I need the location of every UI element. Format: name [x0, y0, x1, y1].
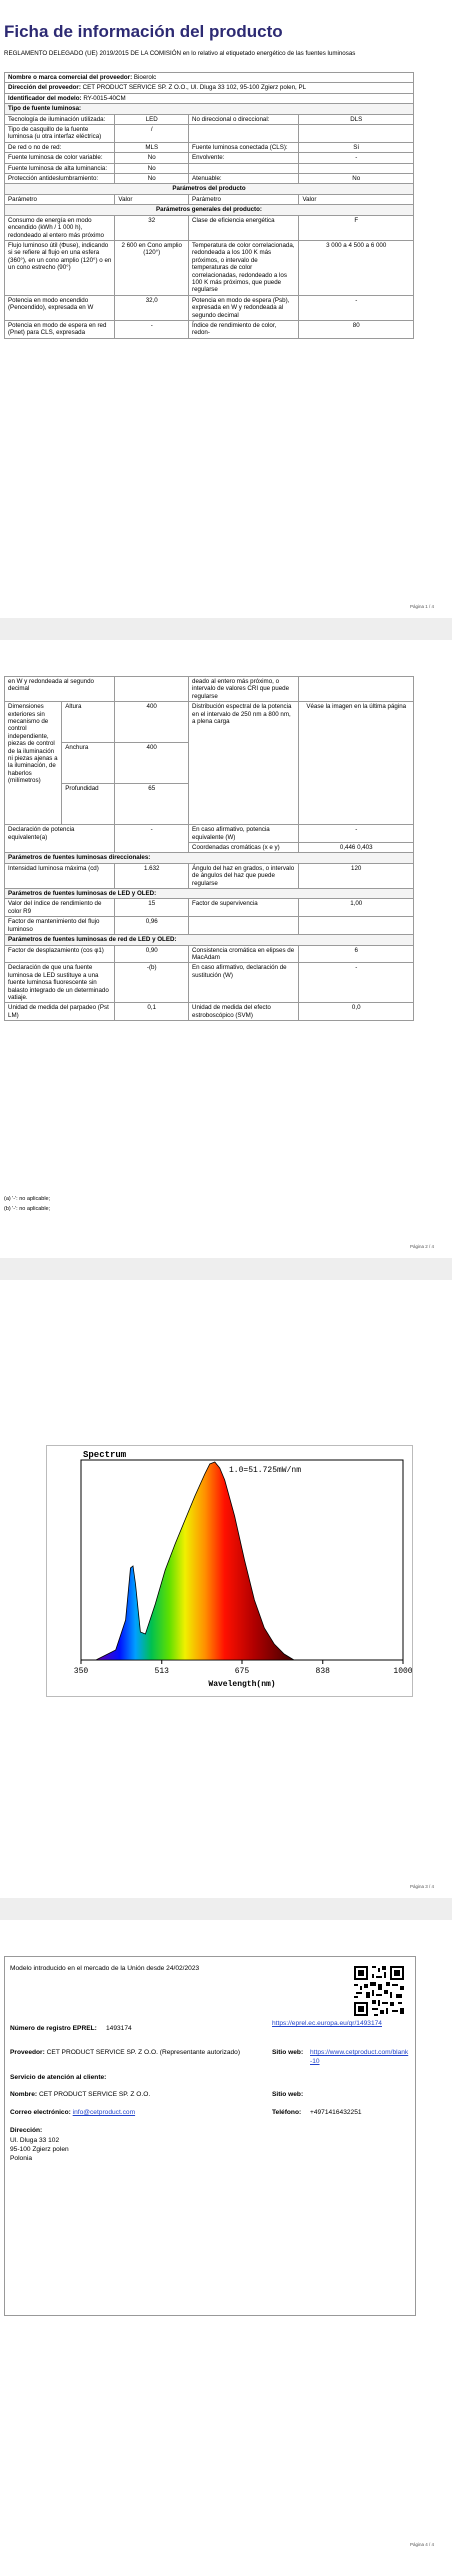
cell: Unidad de medida del efecto estroboscópico (SVM) — [189, 1003, 299, 1021]
brand-label: Nombre o marca comercial del proveedor: — [8, 74, 133, 81]
cell: Ángulo del haz en grados, o intervalo de ángulos del haz que puede regularse — [189, 863, 299, 888]
table-row — [5, 125, 414, 143]
table-row — [5, 194, 414, 204]
table-row — [5, 917, 414, 935]
col-header-value: Valor — [115, 194, 189, 204]
website-label: Sitio web: — [272, 2049, 304, 2056]
cell: 32,0 — [115, 295, 189, 320]
supplier-value: CET PRODUCT SERVICE SP. Z O.O. (Representante autorizado) — [46, 2049, 241, 2056]
directional-heading: Parámetros de fuentes luminosas direccionales: — [5, 853, 414, 863]
address-line: 95-100 Zgierz polen — [10, 2146, 69, 2153]
phone-label: Teléfono: — [272, 2109, 302, 2116]
cell: Fuente luminosa de alta luminancia: — [5, 163, 115, 173]
spectrum-chart — [46, 1445, 413, 1697]
phone-value: +4971416432251 — [310, 2109, 362, 2116]
table-row — [5, 240, 414, 295]
dim-height-value: 400 — [115, 702, 189, 743]
supplier-label: Proveedor: — [10, 2049, 45, 2056]
market-intro: Modelo introducido en el mercado de la Unión desde 24/02/2023 — [10, 1965, 200, 1972]
cell: 3 000 a 4 500 a 6 000 — [299, 240, 414, 295]
light-source-heading: Tipo de fuente luminosa: — [5, 104, 414, 114]
cell: MLS — [115, 142, 189, 152]
cell — [189, 125, 299, 143]
dim-depth-label: Profundidad — [62, 784, 115, 825]
cell: Temperatura de color correlacionada, redondeada a los 100 K más próximos, o intervalo de temperaturas de color correlacionadas, redondeado a los 100 K más próximos, que puede regularse — [189, 240, 299, 295]
cell: Sí — [299, 142, 414, 152]
table-row — [5, 863, 414, 888]
product-params-heading: Parámetros del producto — [5, 184, 414, 194]
table-row — [5, 899, 414, 917]
cell — [299, 125, 414, 143]
email-link[interactable]: info@cetproduct.com — [72, 2109, 136, 2116]
cell: No — [115, 174, 189, 184]
cell: Índice de rendimiento de color, redon- — [189, 320, 299, 338]
dim-width-label: Anchura — [62, 743, 115, 784]
chroma-label: Coordenadas cromáticas (x e y) — [189, 843, 299, 853]
dim-width-value: 400 — [115, 743, 189, 784]
product-info-table — [4, 72, 414, 339]
address-value: CET PRODUCT SERVICE SP. Z O.O., Ul. Dluga 33 102, 95-100 Zgierz polen, PL — [82, 84, 307, 92]
spectrum-area — [96, 1462, 294, 1660]
equiv-label: Declaración de potencia equivalente(a) — [5, 825, 115, 853]
table-row — [5, 945, 414, 963]
cell: Potencia en modo de espera en red (Pnet) para CLS, expresada — [5, 320, 115, 338]
cell: No — [115, 153, 189, 163]
cell: Envolvente: — [189, 153, 299, 163]
table-row — [5, 114, 414, 124]
cell: Tipo de casquillo de la fuente luminosa (u otra interfaz eléctrica) — [5, 125, 115, 143]
table-row — [5, 163, 414, 173]
table-row — [5, 174, 414, 184]
address-heading: Dirección: — [10, 2127, 43, 2134]
cell: 80 — [299, 320, 414, 338]
table-row — [5, 320, 414, 338]
table-row — [5, 1003, 414, 1021]
page-number: Página 3 / 4 — [409, 1884, 434, 1889]
service-name-line — [10, 2090, 150, 2099]
cell: Declaración de que una fuente luminosa de LED sustituye a una fuente luminosa fluorescente sin balasto integrado de un determinado vatiaje. — [5, 963, 115, 1003]
model-value: RY-0015-40CM — [83, 94, 126, 102]
cell: Atenuable: — [189, 174, 299, 184]
cell: No — [299, 174, 414, 184]
cell: No direccional o direccional: — [189, 114, 299, 124]
brand-value: Bioerolc — [133, 74, 157, 81]
table-row — [5, 702, 414, 743]
led-heading: Parámetros de fuentes luminosas de LED y OLED: — [5, 889, 414, 899]
eprel-link[interactable]: https://eprel.ec.europa.eu/qr/1493174 — [272, 2020, 382, 2027]
cell: 0,0 — [299, 1003, 414, 1021]
cell — [189, 917, 299, 935]
cell: 6 — [299, 945, 414, 963]
cell: en W y redondeada al segundo decimal — [5, 677, 115, 702]
x-tick-label: 838 — [315, 1667, 330, 1676]
dim-height-label: Altura — [62, 702, 115, 743]
equiv2-value: - — [299, 825, 414, 843]
general-params-heading: Parámetros generales del producto: — [5, 205, 414, 215]
cell: Unidad de medida del parpadeo (Pst LM) — [5, 1003, 115, 1021]
service-name-label: Nombre: — [10, 2091, 38, 2098]
cell: Flujo luminoso útil (Φuse), indicando si se refiere al flujo en una esfera (360°), en un cono amplio (120°) o en un cono estrecho (90°) — [5, 240, 115, 295]
col-header-value: Valor — [299, 194, 414, 204]
eprel-reg-value: 1493174 — [106, 2025, 132, 2032]
cell: 15 — [115, 899, 189, 917]
page-number: Página 4 / 4 — [409, 2542, 434, 2547]
page-number: Página 1 / 4 — [409, 604, 434, 609]
footnote: (a) '-': no aplicable; — [4, 1196, 51, 1202]
regulation-subtitle: REGLAMENTO DELEGADO (UE) 2019/2015 DE LA COMISIÓN en lo relativo al etiquetado energético de las fuentes luminosas — [4, 50, 356, 57]
model-label: Identificador del modelo: — [8, 94, 82, 102]
cell: Intensidad luminosa máxima (cd) — [5, 863, 115, 888]
cell: Factor de mantenimiento del flujo luminoso — [5, 917, 115, 935]
address-label: Dirección del proveedor: — [8, 84, 81, 92]
col-header-param: Parámetro — [5, 194, 115, 204]
cell: No — [115, 163, 189, 173]
cell: 120 — [299, 863, 414, 888]
cell: Valor del índice de rendimiento de color R9 — [5, 899, 115, 917]
cell: 2 600 en Cono amplio (120°) — [115, 240, 189, 295]
cell — [299, 677, 414, 702]
chart-title: Spectrum — [83, 1450, 127, 1460]
cell: 1,00 — [299, 899, 414, 917]
cell: 0,1 — [115, 1003, 189, 1021]
service-heading: Servicio de atención al cliente: — [10, 2074, 107, 2081]
service-website-label: Sitio web: — [272, 2091, 304, 2098]
page-2 — [0, 640, 452, 1258]
cell — [299, 917, 414, 935]
footnote: (b) '-': no aplicable; — [4, 1206, 51, 1212]
spectrum-plot — [47, 1446, 412, 1696]
cell — [115, 677, 189, 702]
table-row — [5, 215, 414, 240]
page-4 — [0, 1920, 452, 2560]
product-info-table-cont — [4, 676, 414, 1021]
table-row — [5, 153, 414, 163]
page-title: Ficha de información del producto — [4, 22, 283, 41]
qr-code-icon[interactable] — [352, 1964, 406, 2018]
x-tick-label: 1000 — [393, 1667, 412, 1676]
website-link[interactable]: https://www.cetproduct.com/blank-10 — [310, 2049, 409, 2065]
cell: Potencia en modo de espera (Psb), expresada en W y redondeada al segundo decimal — [189, 295, 299, 320]
mains-led-heading: Parámetros de fuentes luminosas de red de LED y OLED: — [5, 935, 414, 945]
cell: Clase de eficiencia energética — [189, 215, 299, 240]
dim-depth-value: 65 — [115, 784, 189, 825]
chroma-value: 0,446 0,403 — [299, 843, 414, 853]
table-row — [5, 295, 414, 320]
address-line: Ul. Dluga 33 102 — [10, 2137, 60, 2144]
cell: Protección antideslumbramiento: — [5, 174, 115, 184]
cell: Fuente luminosa conectada (CLS): — [189, 142, 299, 152]
cell: -(b) — [115, 963, 189, 1003]
x-axis-label: Wavelength(nm) — [208, 1680, 276, 1689]
cell: Factor de desplazamiento (cos φ1) — [5, 945, 115, 963]
cell: F — [299, 215, 414, 240]
cell: deado al entero más próximo, o intervalo de valores CRI que puede regularse — [189, 677, 299, 702]
x-axis-ticks — [74, 1660, 412, 1676]
spectral-dist-label: Distribución espectral de la potencia en el intervalo de 250 nm a 800 nm, a plena carga — [189, 702, 299, 825]
table-row — [5, 677, 414, 702]
cell: LED — [115, 114, 189, 124]
email-label: Correo electrónico: — [10, 2109, 71, 2116]
cell: - — [299, 153, 414, 163]
qr-code-graphic — [352, 1964, 406, 2018]
cell — [189, 163, 299, 173]
cell: 0,96 — [115, 917, 189, 935]
cell: DLS — [299, 114, 414, 124]
cell: - — [115, 320, 189, 338]
cell: Potencia en modo encendido (Pencendido), expresada en W — [5, 295, 115, 320]
cell: 32 — [115, 215, 189, 240]
x-tick-label: 350 — [73, 1667, 89, 1676]
cell: Consumo de energía en modo encendido (kWh / 1 000 h), redondeado al entero más próximo — [5, 215, 115, 240]
table-row — [5, 142, 414, 152]
cell — [299, 163, 414, 173]
cell: Fuente luminosa de color variable: — [5, 153, 115, 163]
cell: - — [299, 963, 414, 1003]
cell: / — [115, 125, 189, 143]
table-row — [5, 963, 414, 1003]
spectral-dist-value: Véase la imagen en la última página — [299, 702, 414, 825]
table-row — [5, 825, 414, 843]
cell: En caso afirmativo, declaración de sustitución (W) — [189, 963, 299, 1003]
equiv-value: - — [115, 825, 189, 853]
page-1 — [0, 0, 452, 618]
service-name-value: CET PRODUCT SERVICE SP. Z O.O. — [38, 2091, 151, 2098]
eprel-reg-label: Número de registro EPREL: — [10, 2025, 97, 2032]
cell: 1.632 — [115, 863, 189, 888]
cell: Tecnología de iluminación utilizada: — [5, 114, 115, 124]
cell: Consistencia cromática en elipses de MacAdam — [189, 945, 299, 963]
equiv2-label: En caso afirmativo, potencia equivalente (W) — [189, 825, 299, 843]
cell: De red o no de red: — [5, 142, 115, 152]
chart-annotation: 1.0=51.725mW/nm — [229, 1466, 302, 1475]
x-tick-label: 513 — [154, 1667, 169, 1676]
page-number: Página 2 / 4 — [409, 1244, 434, 1249]
cell: Factor de supervivencia — [189, 899, 299, 917]
supplier-line — [10, 2048, 260, 2057]
col-header-param: Parámetro — [189, 194, 299, 204]
address-line: Polonia — [10, 2155, 32, 2162]
cell: - — [299, 295, 414, 320]
dims-label: Dimensiones exteriores sin mecanismo de control independiente, piezas de control de la iluminación ni piezas ajenas a la iluminación, de haberlos (milímetros) — [5, 702, 62, 825]
email-line — [10, 2108, 135, 2117]
x-tick-label: 675 — [234, 1667, 250, 1676]
cell: 0,90 — [115, 945, 189, 963]
